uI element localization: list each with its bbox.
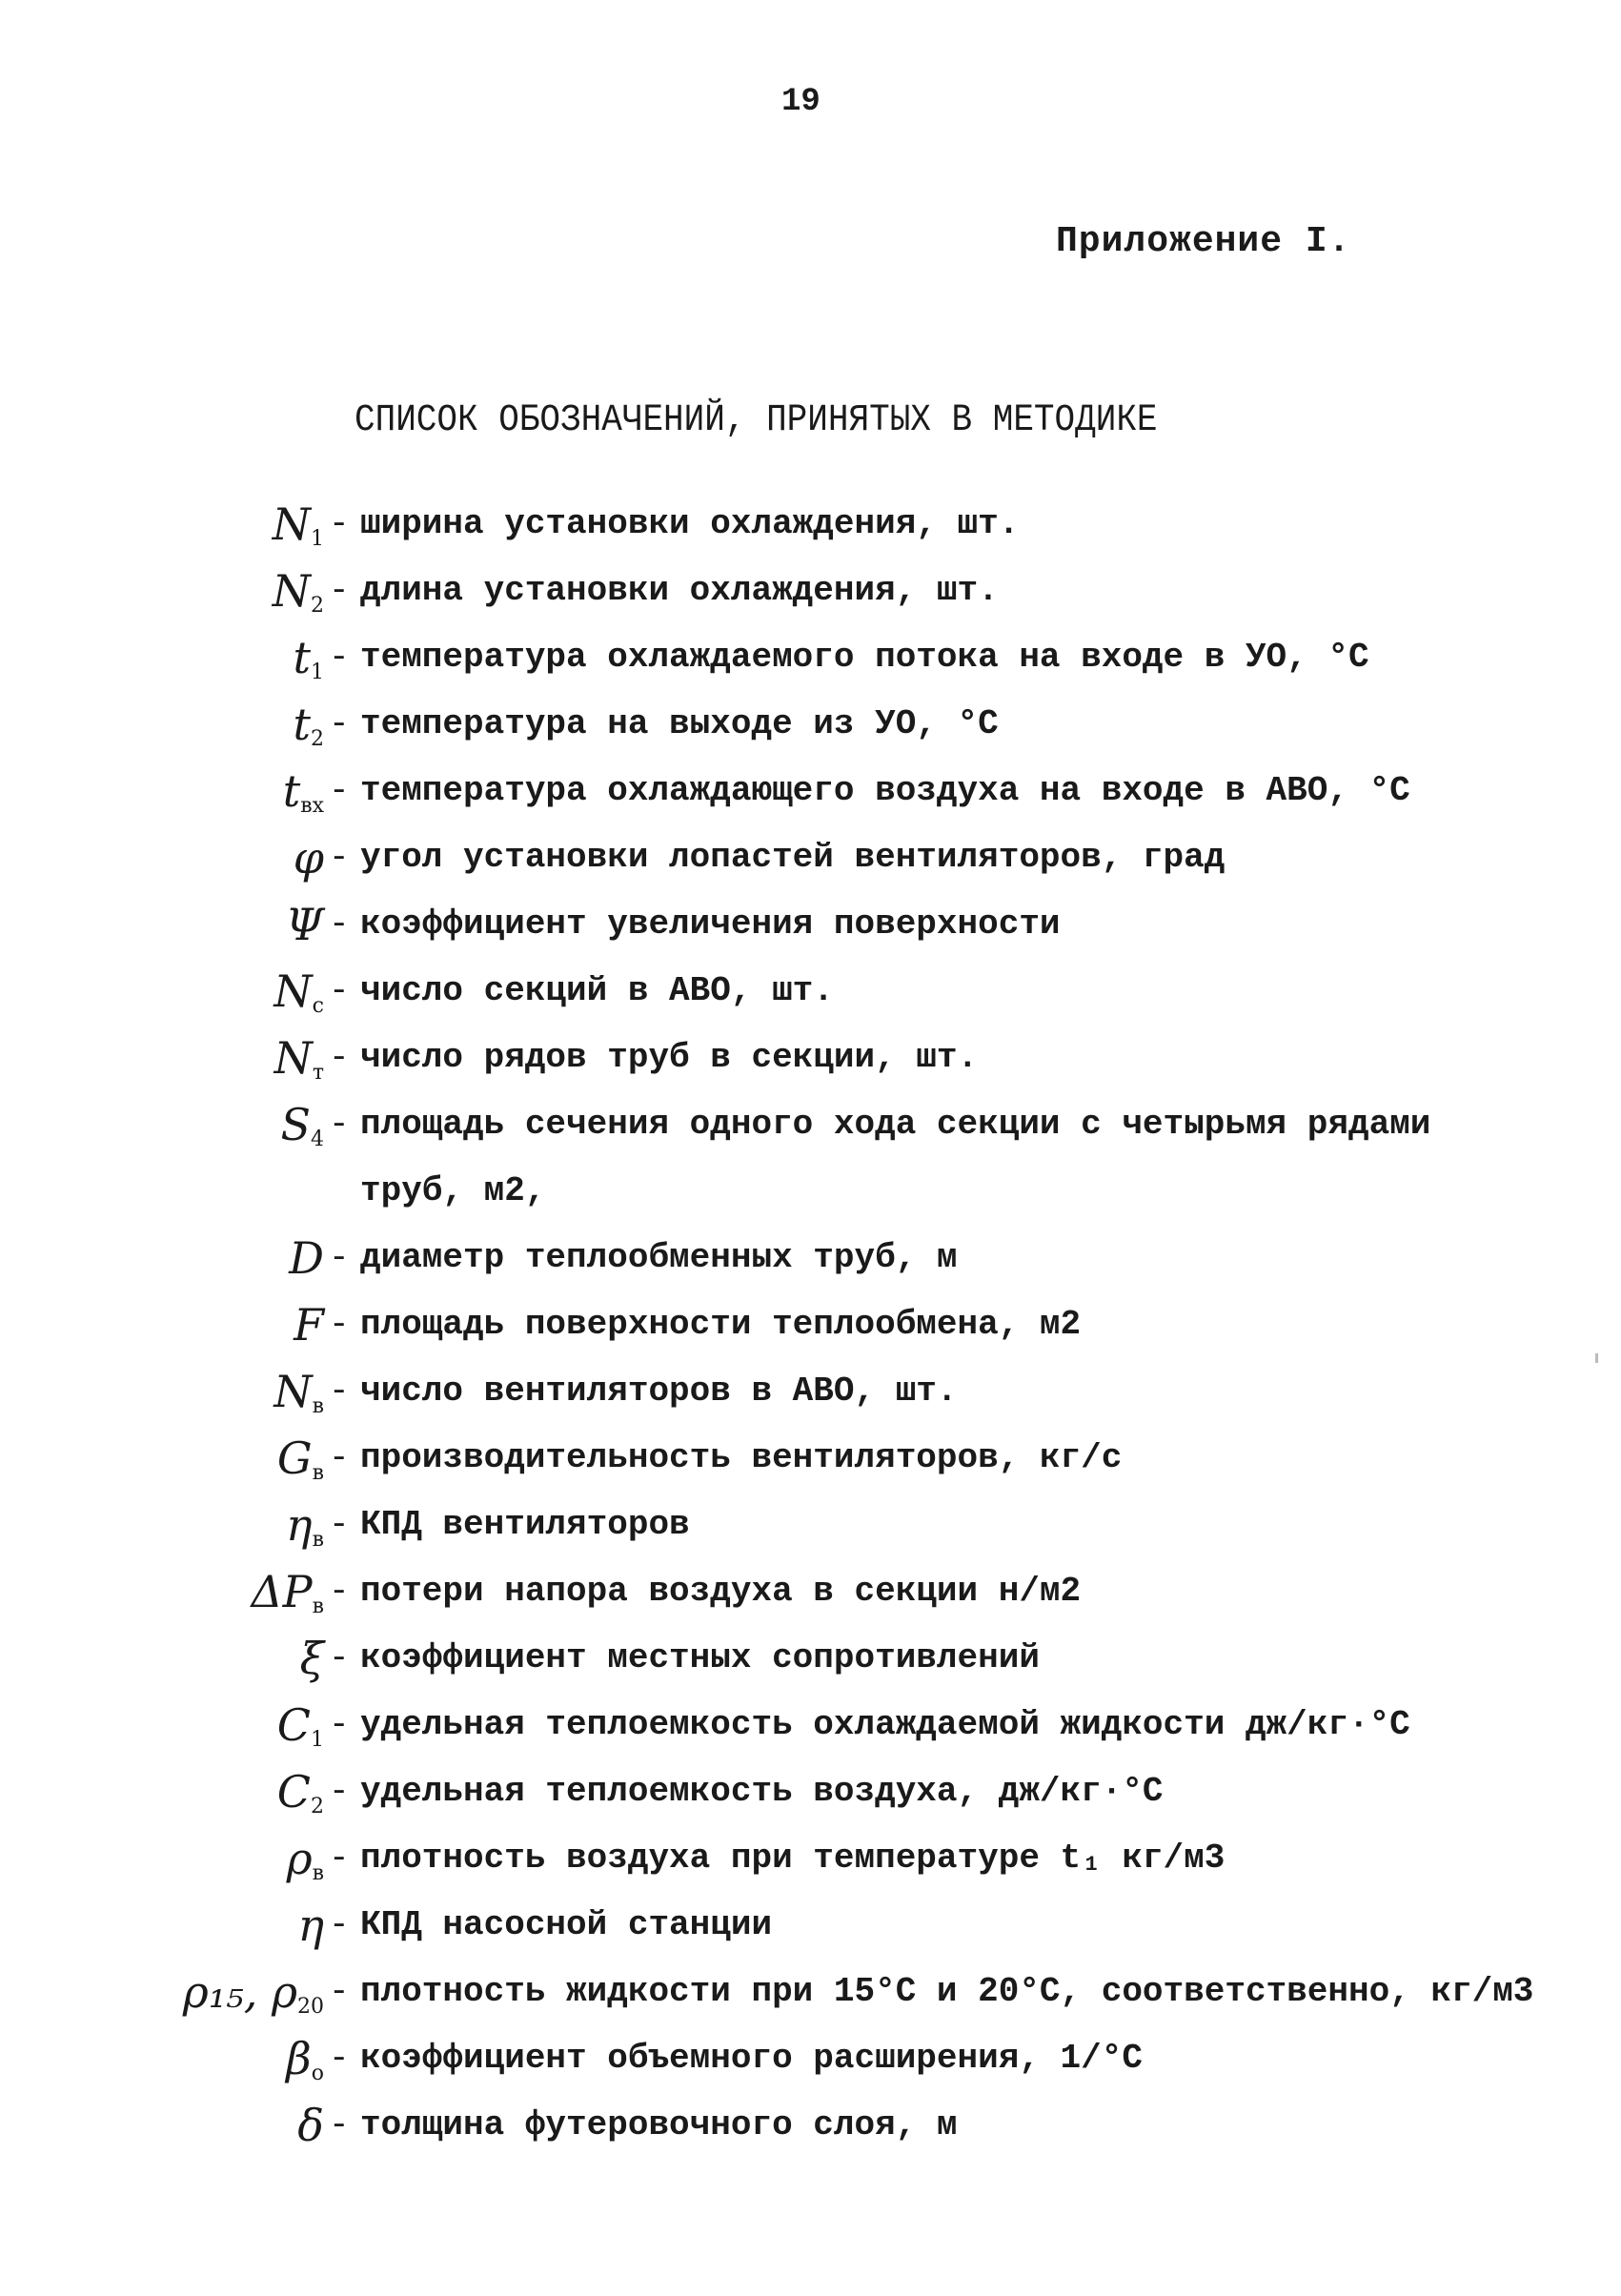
definition-text: толщина футеровочного слоя, м: [360, 2105, 958, 2144]
symbol-subscript: в: [312, 1595, 324, 1618]
definition-text: потери напора воздуха в секции н/м2: [360, 1572, 1082, 1611]
separator-dash: -: [329, 1305, 350, 1344]
notation-entry: [0, 829, 1621, 896]
notation-definition: [360, 1363, 1532, 1420]
symbol-subscript: в: [312, 1394, 324, 1418]
separator-dash: -: [329, 971, 350, 1010]
notation-entry: [0, 1430, 1621, 1496]
symbol-subscript: 1: [311, 660, 324, 684]
definition-text: площадь сечения одного хода секции с четырьмя рядами: [360, 1105, 1431, 1144]
notation-symbol: [172, 1363, 324, 1435]
symbol-subscript: 2: [311, 1795, 324, 1819]
notation-entry: [0, 696, 1621, 762]
definition-text: удельная теплоемкость охлаждаемой жидкости дж/кг·°С: [360, 1705, 1410, 1744]
symbol-base: F: [294, 1299, 324, 1351]
separator-dash: -: [329, 1905, 350, 1944]
symbol-subscript: о: [311, 2062, 324, 2085]
notation-definition: [360, 1229, 1532, 1287]
symbol-base: φ: [293, 832, 324, 884]
notation-entry: [0, 1563, 1621, 1630]
separator-dash: -: [329, 2039, 350, 2078]
definition-text: удельная теплоемкость воздуха, дж/кг·°С: [360, 1772, 1164, 1811]
notation-definition: [360, 1830, 1532, 1887]
separator-dash: -: [329, 1438, 350, 1477]
symbol-base: N: [274, 1366, 313, 1417]
notation-symbol: [172, 963, 324, 1035]
separator-dash: -: [329, 571, 350, 610]
definition-text: коэффициент увеличения поверхности: [360, 904, 1061, 944]
definition-text: площадь поверхности теплообмена, м2: [360, 1305, 1082, 1344]
notation-entry: [0, 1229, 1621, 1296]
definition-text: угол установки лопастей вентиляторов, град: [360, 838, 1226, 877]
notation-symbol: [172, 629, 324, 701]
notation-definition: [360, 829, 1532, 886]
definition-text: число рядов труб в секции, шт.: [360, 1038, 979, 1077]
symbol-subscript: 2: [311, 594, 324, 618]
notation-entry: [0, 1763, 1621, 1830]
symbol-subscript: 4: [311, 1128, 324, 1151]
notation-symbol: [172, 1296, 324, 1353]
notation-definition: [360, 762, 1532, 820]
symbol-base: t: [293, 699, 311, 750]
definition-text: плотность жидкости при 15°С и 20°С, соответственно, кг/м3: [360, 1972, 1534, 2011]
symbol-subscript: в: [312, 1528, 324, 1552]
notation-definition: [360, 1430, 1532, 1487]
definition-text: КПД насосной станции: [360, 1905, 773, 1944]
separator-dash: -: [329, 638, 350, 677]
definition-text: коэффициент местных сопротивлений: [360, 1638, 1040, 1677]
notation-definition: [360, 1763, 1532, 1820]
symbol-subscript: 2: [311, 727, 324, 751]
symbol-base: ρ: [286, 1833, 313, 1884]
notation-entry: [0, 1496, 1621, 1563]
notation-definition: [360, 2097, 1532, 2154]
symbol-subscript: 1: [311, 1728, 324, 1752]
notation-definition: [360, 1563, 1532, 1620]
separator-dash: -: [329, 838, 350, 877]
definition-text: коэффициент объемного расширения, 1/°С: [360, 2039, 1143, 2078]
notation-symbol: [172, 1029, 324, 1102]
notation-entry: [0, 1296, 1621, 1363]
notation-symbol: [172, 762, 324, 835]
notation-symbol: [172, 1963, 324, 2036]
symbol-subscript: 20: [297, 1995, 324, 2019]
separator-dash: -: [329, 1705, 350, 1744]
separator-dash: -: [329, 2105, 350, 2144]
notation-entry: [0, 1029, 1621, 1096]
separator-dash: -: [329, 1372, 350, 1411]
notation-entry: [0, 629, 1621, 696]
notation-symbol: [172, 496, 324, 568]
notation-entry: [0, 1363, 1621, 1430]
list-title: СПИСОК ОБОЗНАЧЕНИЙ, ПРИНЯТЫХ В МЕТОДИКЕ: [355, 398, 1158, 442]
separator-dash: -: [329, 1772, 350, 1811]
separator-dash: -: [329, 904, 350, 944]
notation-entry: [0, 562, 1621, 629]
definition-text: длина установки охлаждения, шт.: [360, 571, 999, 610]
notation-entry: [0, 1697, 1621, 1763]
notation-definition: [360, 1296, 1532, 1353]
notation-definition: [360, 1096, 1532, 1220]
definition-text: ширина установки охлаждения, шт.: [360, 504, 1020, 543]
symbol-base: G: [276, 1432, 313, 1484]
definition-text: температура охлаждаемого потока на входе в УО, °С: [360, 638, 1369, 677]
symbol-subscript: с: [312, 994, 324, 1018]
symbol-base: N: [272, 565, 311, 617]
page-number: 19: [781, 84, 821, 120]
symbol-base: N: [274, 1032, 313, 1084]
definition-text: число вентиляторов в АВО, шт.: [360, 1372, 958, 1411]
symbol-subscript: вх: [300, 794, 324, 818]
symbol-base: Ψ: [285, 899, 324, 950]
notation-symbol: [172, 1763, 324, 1836]
separator-dash: -: [329, 1105, 350, 1144]
notation-definition: [360, 1029, 1532, 1087]
scan-mark: [1595, 1353, 1598, 1363]
appendix-label: Приложение I.: [1056, 221, 1351, 262]
notation-definition: [360, 1496, 1532, 1554]
notation-symbol: [172, 1830, 324, 1902]
notation-symbol: [172, 1096, 324, 1168]
notation-definition: [360, 696, 1532, 753]
notation-definition: [360, 562, 1532, 620]
notation-entry: [0, 762, 1621, 829]
notation-definition: [360, 1963, 1532, 2021]
notation-entry: [0, 1963, 1621, 2030]
symbol-base: t: [293, 632, 311, 683]
definition-text: число секций в АВО, шт.: [360, 971, 834, 1010]
notation-definition: [360, 963, 1532, 1020]
notation-symbol: [172, 1563, 324, 1636]
definition-text: КПД вентиляторов: [360, 1505, 690, 1544]
notation-entry: [0, 896, 1621, 963]
notation-symbol: [172, 896, 324, 953]
notation-symbol: [172, 1630, 324, 1687]
symbol-subscript: в: [312, 1861, 324, 1885]
separator-dash: -: [329, 1972, 350, 2011]
notation-definition: [360, 1897, 1532, 1954]
separator-dash: -: [329, 1505, 350, 1544]
notation-symbol: [172, 1697, 324, 1769]
symbol-base: η: [286, 1499, 313, 1551]
symbol-subscript: т: [312, 1061, 324, 1085]
notation-symbol: [172, 829, 324, 886]
separator-dash: -: [329, 1038, 350, 1077]
symbol-base: δ: [297, 2100, 324, 2151]
notation-definition: [360, 496, 1532, 553]
symbol-base: ΔP: [251, 1566, 313, 1617]
separator-dash: -: [329, 771, 350, 810]
separator-dash: -: [329, 1572, 350, 1611]
symbol-base: η: [297, 1900, 324, 1951]
notation-entry: [0, 963, 1621, 1029]
separator-dash: -: [329, 1238, 350, 1277]
notation-definition: [360, 629, 1532, 686]
definition-text: температура на выходе из УО, °С: [360, 704, 999, 743]
definition-text: производительность вентиляторов, кг/с: [360, 1438, 1123, 1477]
symbol-base: N: [272, 498, 311, 550]
definition-text: диаметр теплообменных труб, м: [360, 1238, 958, 1277]
notation-list: [0, 496, 1621, 2164]
symbol-base: N: [274, 965, 313, 1017]
definition-text: температура охлаждающего воздуха на входе в АВО, °С: [360, 771, 1410, 810]
notation-symbol: [172, 1897, 324, 1954]
symbol-base: ρ₁₅, ρ: [182, 1966, 297, 2018]
notation-entry: [0, 2030, 1621, 2097]
notation-entry: [0, 496, 1621, 562]
symbol-base: t: [282, 765, 301, 817]
notation-symbol: [172, 562, 324, 635]
notation-entry: [0, 1096, 1621, 1229]
notation-entry: [0, 1897, 1621, 1963]
notation-entry: [0, 1630, 1621, 1697]
notation-symbol: [172, 1430, 324, 1502]
symbol-base: C: [276, 1699, 311, 1751]
notation-symbol: [172, 696, 324, 768]
symbol-base: ξ: [299, 1633, 324, 1684]
symbol-base: C: [276, 1766, 311, 1818]
notation-definition: [360, 1630, 1532, 1687]
symbol-subscript: в: [312, 1461, 324, 1485]
notation-definition: [360, 896, 1532, 953]
notation-symbol: [172, 2097, 324, 2154]
separator-dash: -: [329, 704, 350, 743]
symbol-base: β: [286, 2033, 312, 2084]
separator-dash: -: [329, 504, 350, 543]
notation-entry: [0, 2097, 1621, 2164]
definition-continuation: труб, м2,: [360, 1171, 546, 1210]
symbol-base: D: [289, 1232, 324, 1284]
symbol-base: S: [280, 1099, 311, 1150]
separator-dash: -: [329, 1638, 350, 1677]
notation-entry: [0, 1830, 1621, 1897]
separator-dash: -: [329, 1839, 350, 1878]
notation-symbol: [172, 1229, 324, 1287]
notation-definition: [360, 1697, 1532, 1754]
symbol-subscript: 1: [311, 527, 324, 551]
notation-symbol: [172, 2030, 324, 2103]
notation-definition: [360, 2030, 1532, 2087]
definition-text: плотность воздуха при температуре t₁ кг/м3: [360, 1839, 1226, 1878]
notation-symbol: [172, 1496, 324, 1569]
